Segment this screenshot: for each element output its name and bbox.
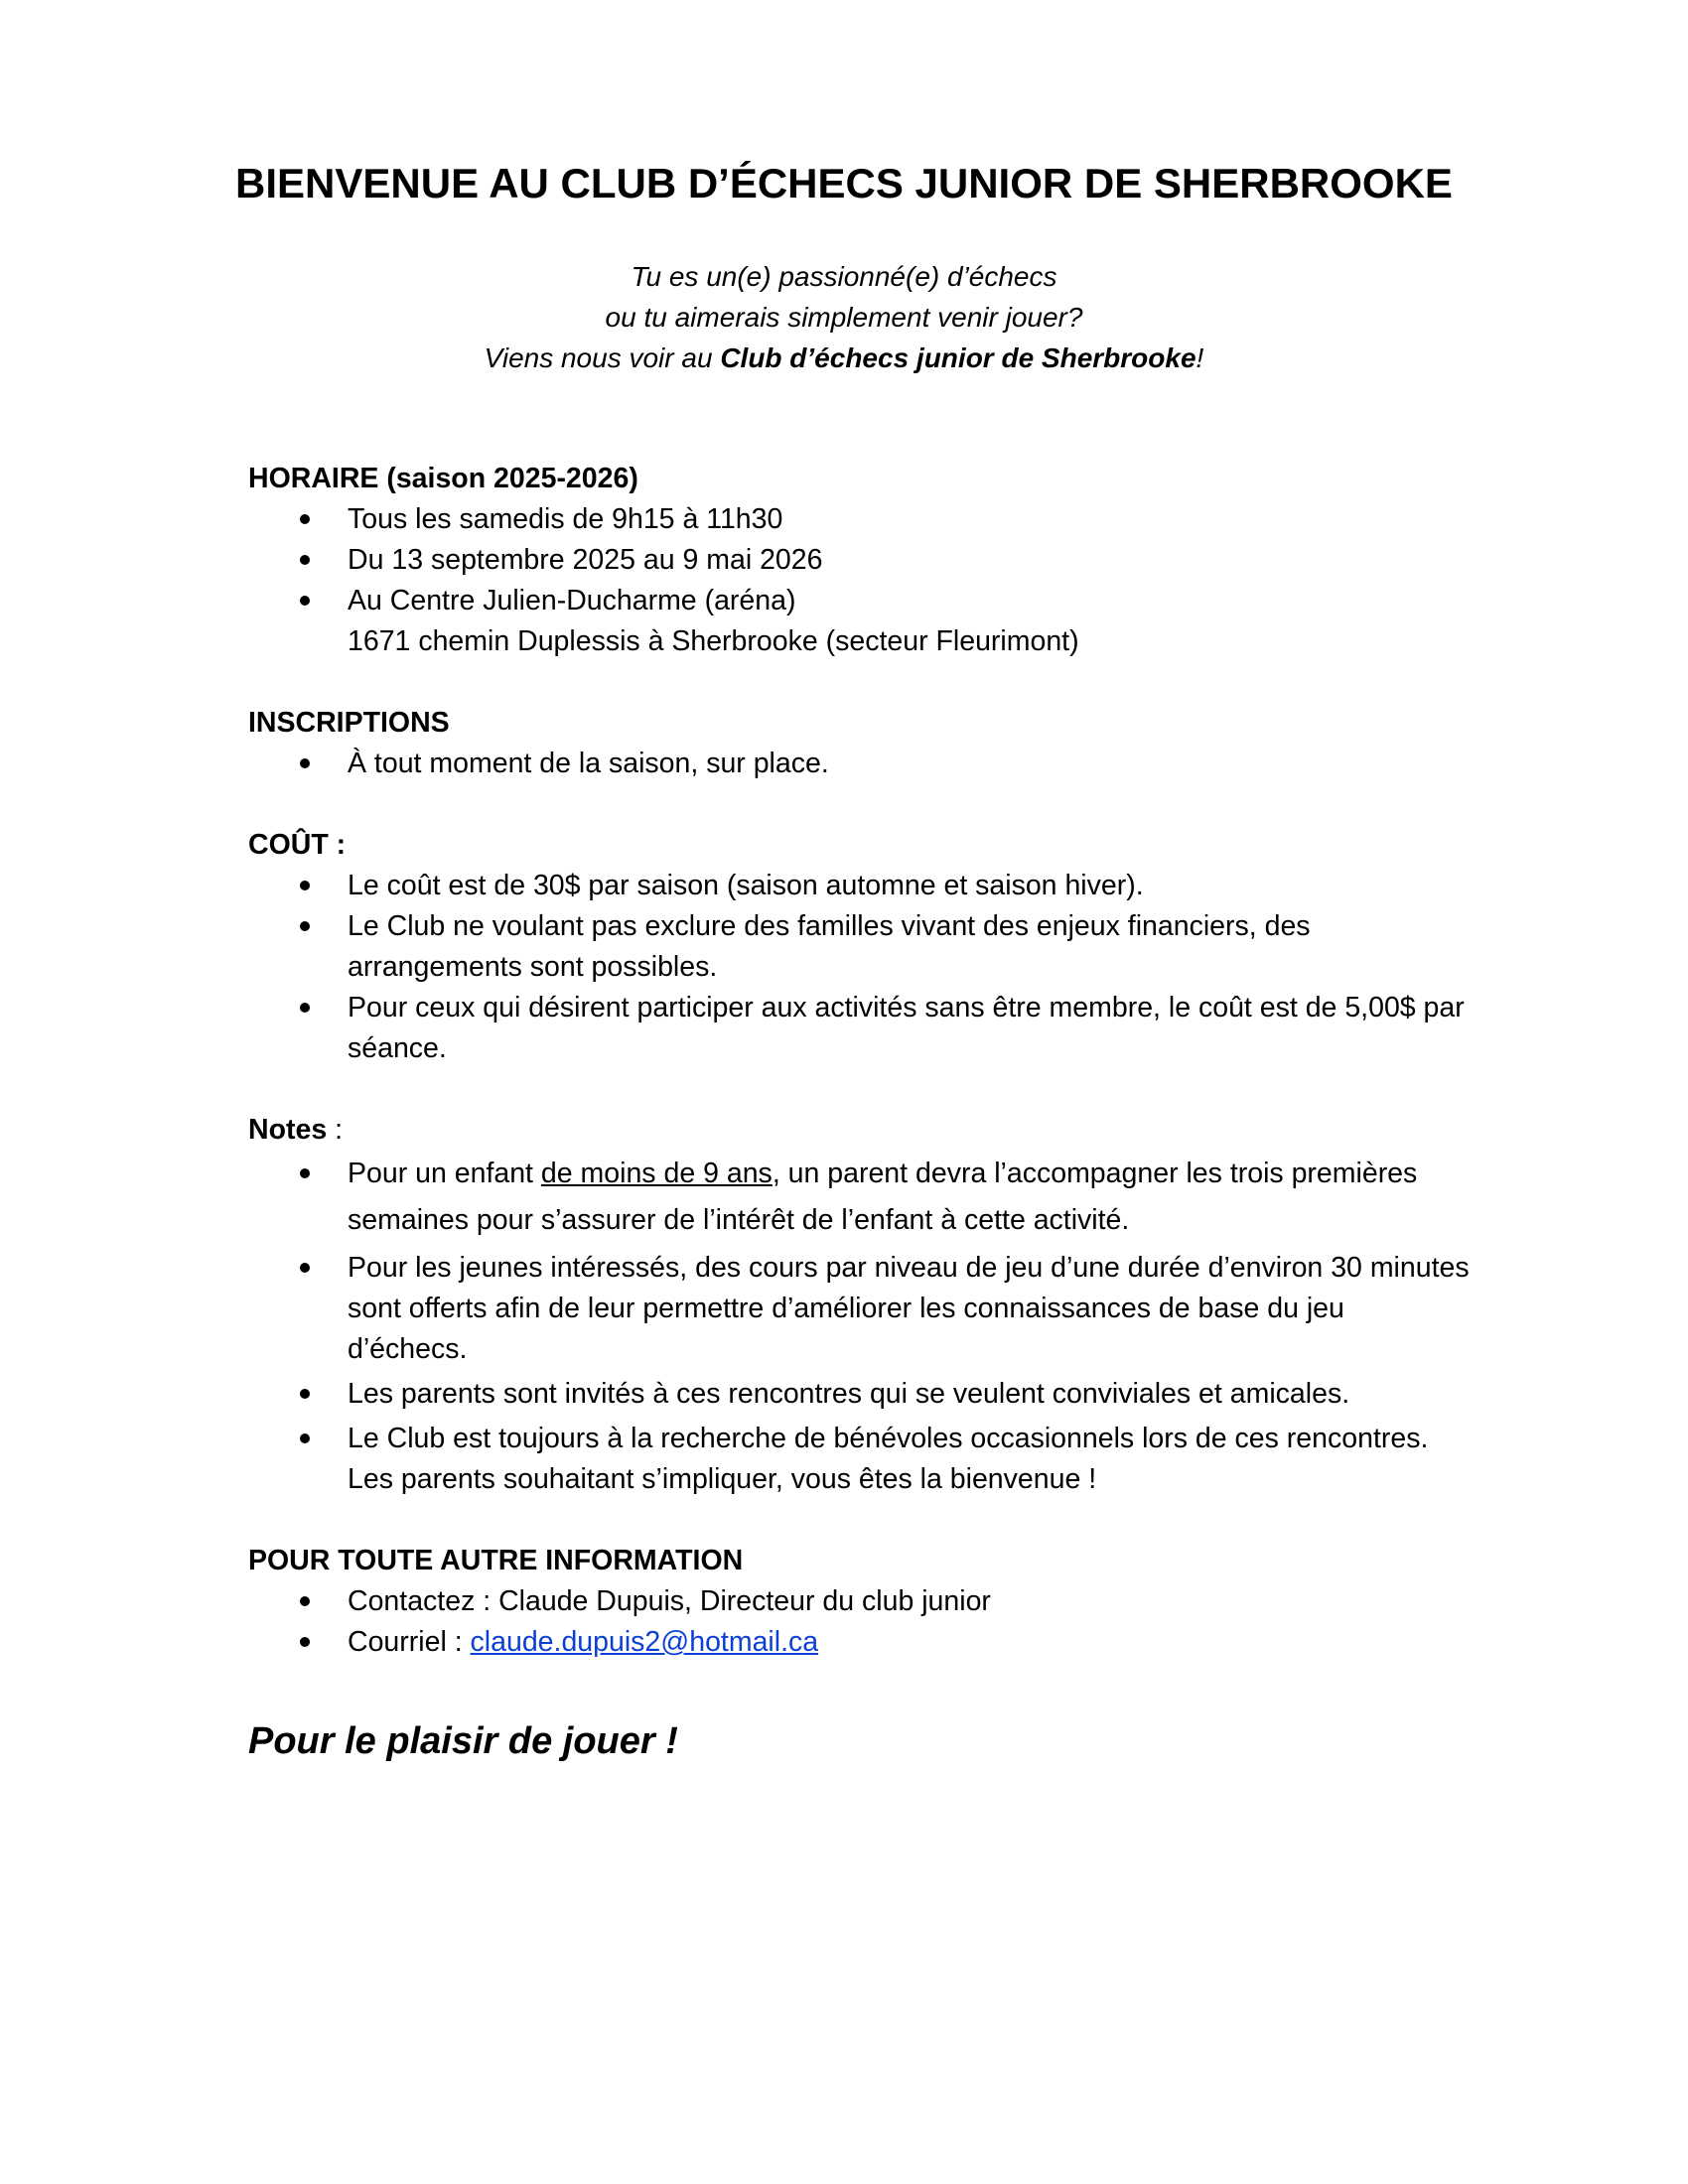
info-list [248,1581,1470,1663]
notes-heading [248,1110,1470,1151]
notes-list [248,1151,1470,1500]
cout-heading: COÛT : [248,829,347,861]
cout-section [248,825,1470,1069]
horaire-heading: HORAIRE (saison 2025-2026) [248,463,638,494]
list-item: Du 13 septembre 2025 au 9 mai 2026 [248,540,1470,581]
intro-line-2: ou tu aimerais simplement venir jouer? [605,302,1083,333]
list-item: Le Club est toujours à la recherche de bénévoles occasionnels lors de ces rencontres. Les parents souhaitant s’impliquer, vous êtes la bienvenue ! [248,1419,1470,1500]
note-1-suffix: , un parent devra l’accompagner les trois premières semaines pour s’assurer de l’intérêt de l’enfant à cette activité. [348,1158,1418,1236]
list-item: Contactez : Claude Dupuis, Directeur du club junior [248,1581,1470,1622]
age-condition: de moins de 9 ans [540,1158,773,1189]
info-section [248,1541,1470,1663]
list-item: Le Club ne voulant pas exclure des familles vivant des enjeux financiers, des arrangements sont possibles. [248,906,1470,988]
note-1-prefix: Pour un enfant [348,1158,541,1189]
email-link[interactable]: claude.dupuis2@hotmail.ca [470,1626,819,1658]
intro-line-1: Tu es un(e) passionné(e) d’échecs [631,261,1057,292]
main-content [248,459,1470,1704]
horaire-list [248,499,1470,662]
inscriptions-section [248,703,1470,784]
notes-heading-label: Notes [248,1114,328,1146]
intro-line-3-suffix: ! [1196,342,1204,373]
list-item: Le coût est de 30$ par saison (saison automne et saison hiver). [248,866,1470,906]
info-heading: POUR TOUTE AUTRE INFORMATION [248,1545,744,1576]
list-item: Pour les jeunes intéressés, des cours par niveau de jeu d’une durée d’environ 30 minutes sont offerts afin de leur permettre d’améliorer les connaissances de base du jeu d’échecs. [248,1248,1470,1370]
inscriptions-list [248,744,1470,784]
location-item [248,581,1470,662]
email-label: Courriel : [348,1626,471,1658]
notes-heading-colon: : [327,1114,344,1146]
location-line-2: 1671 chemin Duplessis à Sherbrooke (secteur Fleurimont) [348,625,1079,657]
intro-line-3 [0,338,1688,378]
notes-section [248,1110,1470,1500]
page-title: BIENVENUE AU CLUB D’ÉCHECS JUNIOR DE SHERBROOKE [235,160,1453,206]
email-item [248,1622,1470,1663]
cout-list [248,866,1470,1069]
list-item: Tous les samedis de 9h15 à 11h30 [248,499,1470,540]
club-name: Club d’échecs junior de Sherbrooke [720,342,1196,373]
inscriptions-heading: INSCRIPTIONS [248,707,450,739]
intro-line-3-prefix: Viens nous voir au [484,342,721,373]
location-line-1: Au Centre Julien-Ducharme (aréna) [348,585,796,616]
list-item: Les parents sont invités à ces rencontres qui se veulent conviviales et amicales. [248,1374,1470,1415]
list-item: Pour ceux qui désirent participer aux activités sans être membre, le coût est de 5,00$ par séance. [248,988,1470,1069]
horaire-section [248,459,1470,662]
list-item [248,1151,1470,1244]
list-item: À tout moment de la saison, sur place. [248,744,1470,784]
closing-slogan: Pour le plaisir de jouer ! [248,1720,678,1762]
intro-block [0,256,1688,378]
